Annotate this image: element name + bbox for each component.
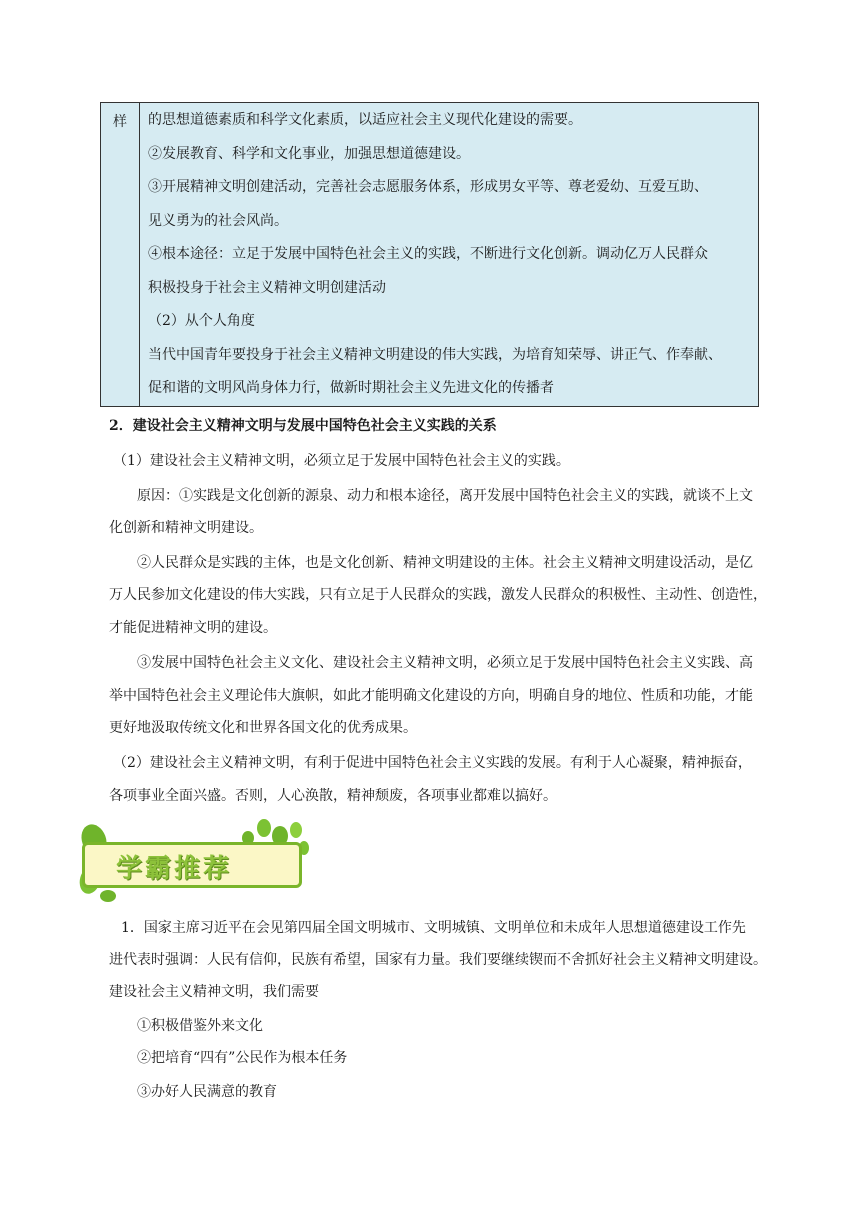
question-line: 1．国家主席习近平在会见第四届全国文明城市、文明城镇、文明单位和未成年人思想道德建设工作先 <box>121 920 746 936</box>
paragraph-line: 才能促进精神文明的建设。 <box>109 620 277 636</box>
table-row: 的思想道德素质和科学文化素质，以适应社会主义现代化建设的需要。 <box>148 112 582 128</box>
paragraph-line: 更好地汲取传统文化和世界各国文化的优秀成果。 <box>109 720 417 736</box>
paragraph-line: 举中国特色社会主义理论伟大旗帜，如此才能明确文化建设的方向，明确自身的地位、性质和功能，才能 <box>109 688 753 704</box>
paragraph-line: （2）建设社会主义精神文明，有利于促进中国特色社会主义实践的发展。有利于人心凝聚，精神振奋， <box>113 755 752 771</box>
recommend-banner <box>74 818 310 902</box>
table-label-cell: 样 <box>101 103 140 406</box>
table-row: ④根本途径：立足于发展中国特色社会主义的实践，不断进行文化创新。调动亿万人民群众 <box>148 246 708 262</box>
answer-option: ①积极借鉴外来文化 <box>137 1018 263 1034</box>
table-row: ③开展精神文明创建活动，完善社会志愿服务体系，形成男女平等、尊老爱幼、互爱互助、 <box>148 179 708 195</box>
question-line: 进代表时强调：人民有信仰，民族有希望，国家有力量。我们要继续锲而不舍抓好社会主义精神文明建设。 <box>109 952 767 968</box>
table-row: 见义勇为的社会风尚。 <box>148 212 288 229</box>
paragraph-line: 各项事业全面兴盛。否则，人心涣散，精神颓废，各项事业都难以搞好。 <box>109 788 557 804</box>
table-row: （2）从个人角度 <box>148 313 255 329</box>
table-content-cell <box>148 103 752 406</box>
paragraph-line: 万人民参加文化建设的伟大实践，只有立足于人民群众的实践，激发人民群众的积极性、主动性、创造性， <box>109 587 767 603</box>
paragraph-line: ③发展中国特色社会主义文化、建设社会主义精神文明，必须立足于发展中国特色社会主义实践、高 <box>137 655 753 671</box>
table-row: 积极投身于社会主义精神文明创建活动 <box>148 279 386 296</box>
section-heading: 2．建设社会主义精神文明与发展中国特色社会主义实践的关系 <box>109 418 497 434</box>
paragraph-line: 化创新和精神文明建设。 <box>109 520 263 536</box>
info-table <box>100 102 759 407</box>
answer-option: ②把培育“四有”公民作为根本任务 <box>137 1050 348 1066</box>
banner-title: 学霸推荐 <box>116 854 233 884</box>
table-row: ②发展教育、科学和文化事业，加强思想道德建设。 <box>148 145 470 162</box>
paragraph-line: （1）建设社会主义精神文明，必须立足于发展中国特色社会主义的实践。 <box>113 453 570 469</box>
paragraph-line: 原因：①实践是文化创新的源泉、动力和根本途径，离开发展中国特色社会主义的实践，就谈不上文 <box>137 488 753 504</box>
paragraph-line: ②人民群众是实践的主体，也是文化创新、精神文明建设的主体。社会主义精神文明建设活动，是亿 <box>137 555 753 571</box>
table-row: 当代中国青年要投身于社会主义精神文明建设的伟大实践，为培育知荣辱、讲正气、作奉献、 <box>148 346 722 363</box>
answer-option: ③办好人民满意的教育 <box>137 1084 277 1100</box>
question-line: 建设社会主义精神文明，我们需要 <box>109 984 319 1000</box>
table-row: 促和谐的文明风尚身体力行，做新时期社会主义先进文化的传播者 <box>148 380 554 396</box>
